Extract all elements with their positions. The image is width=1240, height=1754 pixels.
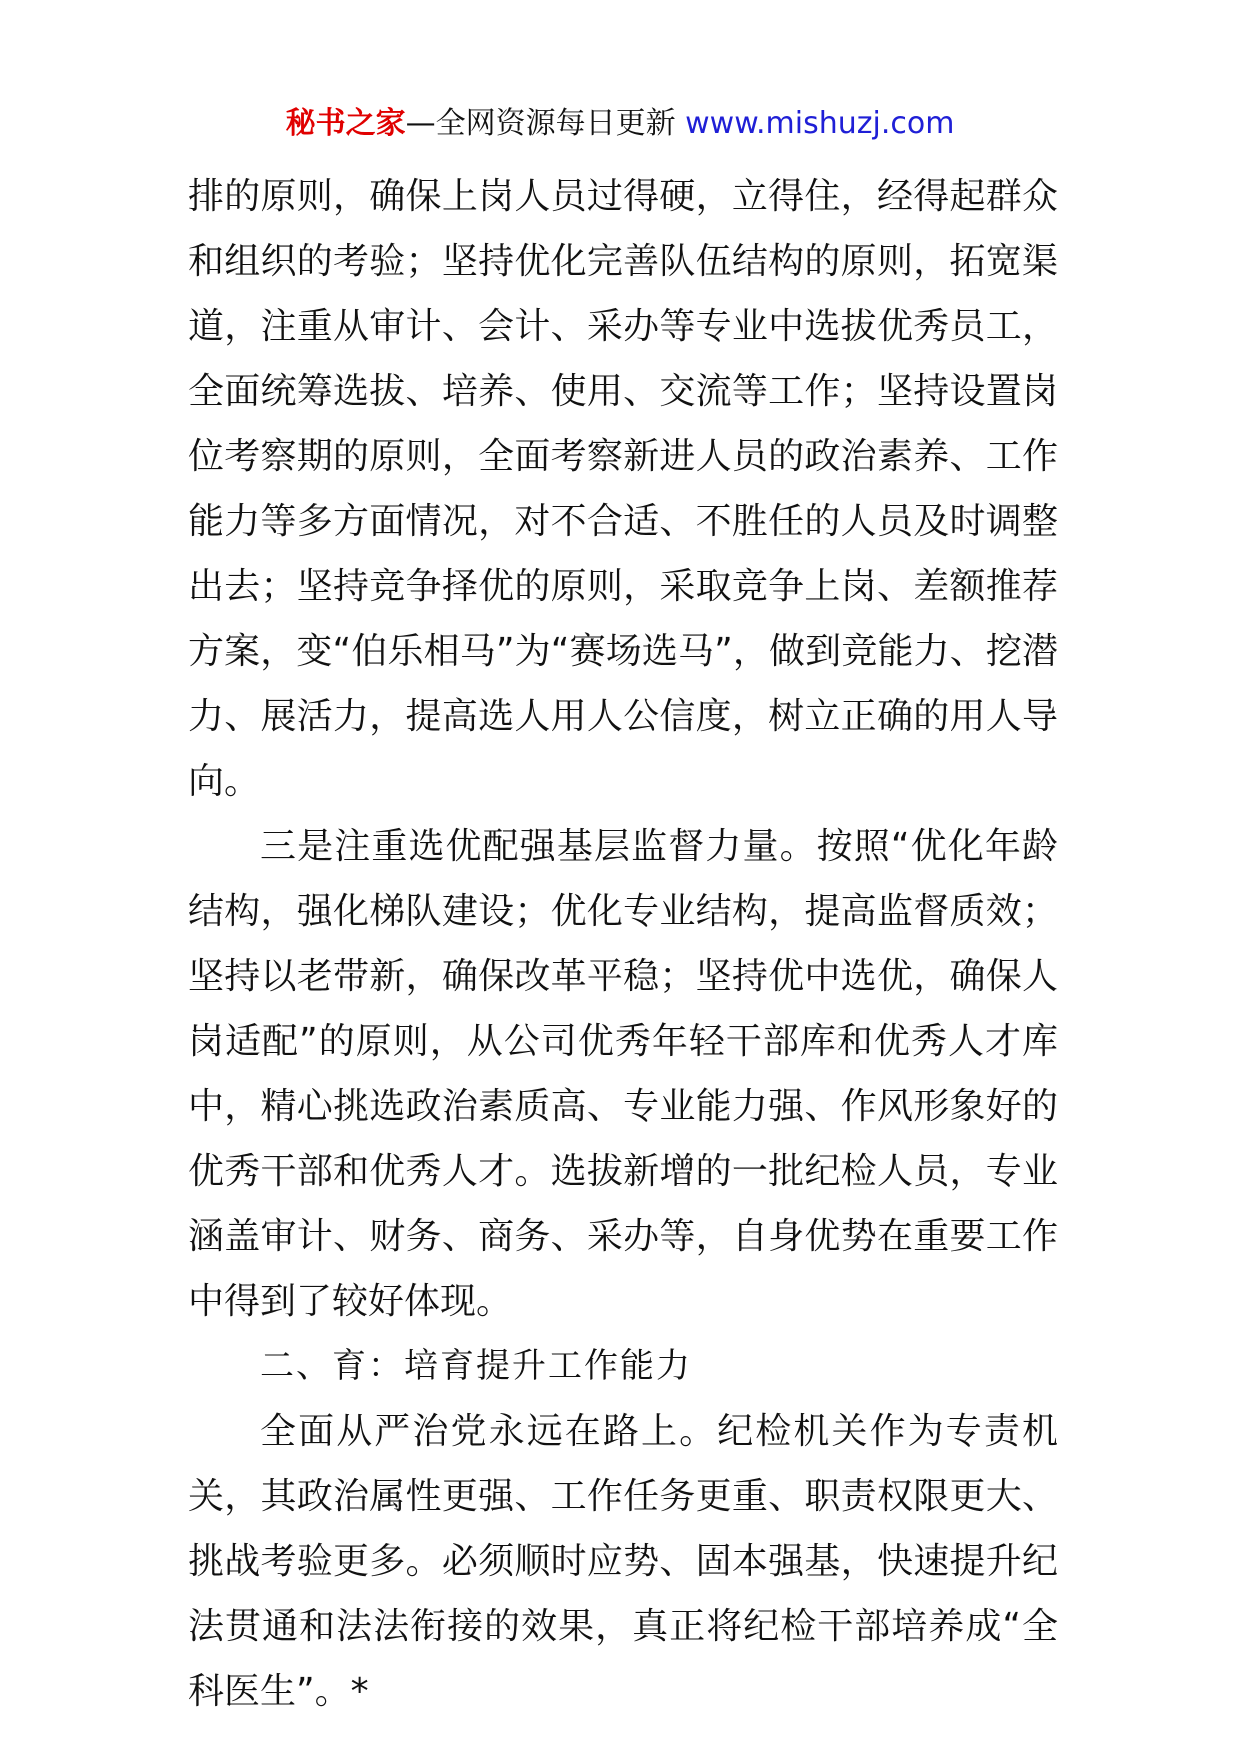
- site-tagline: —全网资源每日更新: [405, 106, 676, 141]
- site-header: [0, 104, 1240, 144]
- site-url-link[interactable]: www.mishuzj.com: [685, 106, 955, 141]
- site-brand: 秘书之家: [285, 106, 406, 141]
- paragraph-2: 三是注重选优配强基层监督力量。按照“优化年龄结构，强化梯队建设；优化专业结构，提高监督质效；坚持以老带新，确保改革平稳；坚持优中选优，确保人岗适配”的原则，从公司优秀年轻干部库和优秀人才库中，精心挑选政治素质高、专业能力强、作风形象好的优秀干部和优秀人才。选拔新增的一批纪检人员，专业涵盖审计、财务、商务、采办等，自身优势在重要工作中得到了较好体现。: [188, 826, 1058, 1322]
- section-heading: 二、育：培育提升工作能力: [260, 1346, 692, 1386]
- paragraph-3: 全面从严治党永远在路上。纪检机关作为专责机关，其政治属性更强、工作任务更重、职责权限更大、挑战考验更多。必须顺时应势、固本强基，快速提升纪法贯通和法法衔接的效果，真正将纪检干部培养成“全科医生”。*: [188, 1411, 1058, 1712]
- paragraph-1: 排的原则，确保上岗人员过得硬，立得住，经得起群众和组织的考验；坚持优化完善队伍结构的原则，拓宽渠道，注重从审计、会计、采办等专业中选拔优秀员工，全面统筹选拔、培养、使用、交流等工作；坚持设置岗位考察期的原则，全面考察新进人员的政治素养、工作能力等多方面情况，对不合适、不胜任的人员及时调整出去；坚持竞争择优的原则，采取竞争上岗、差额推荐方案，变“伯乐相马”为“赛场选马”，做到竞能力、挖潜力、展活力，提高选人用人公信度，树立正确的用人导向。: [188, 176, 1058, 802]
- document-body: [188, 164, 1058, 1724]
